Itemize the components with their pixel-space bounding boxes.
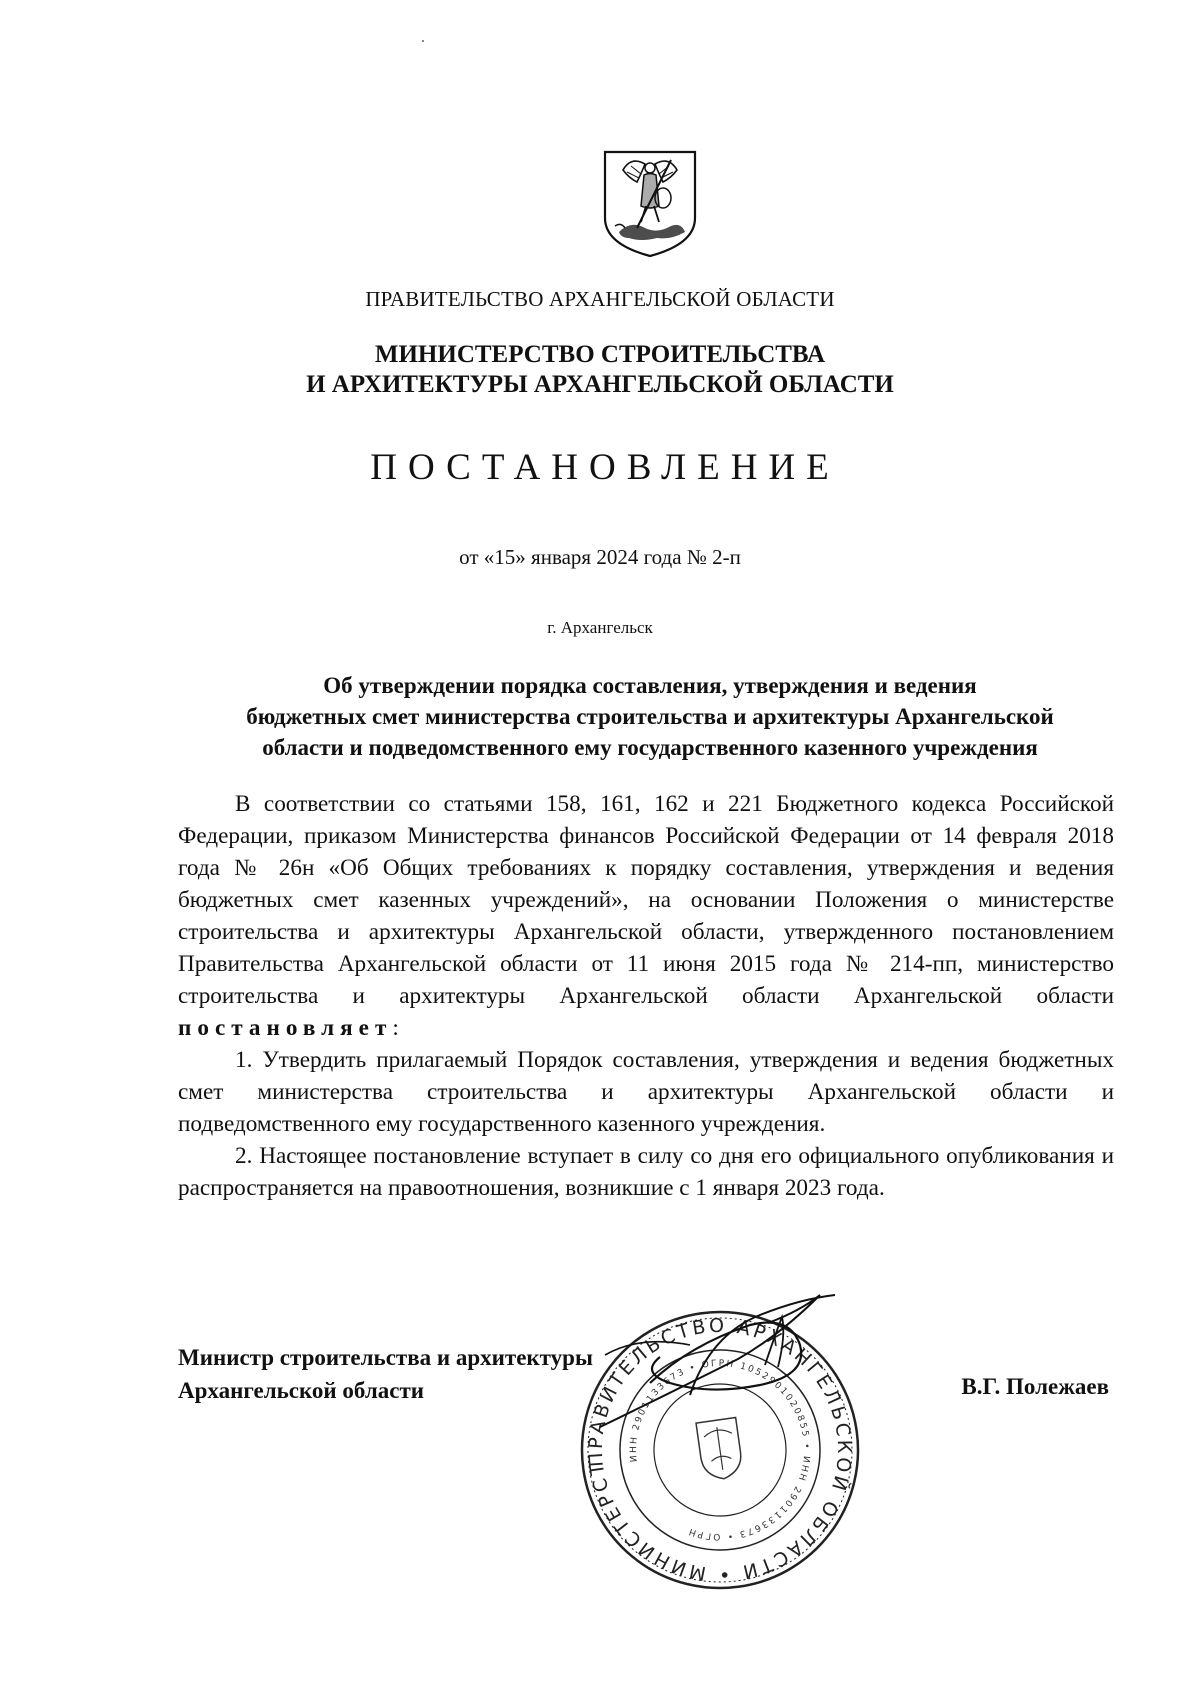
document-title	[170, 670, 1130, 763]
government-name: ПРАВИТЕЛЬСТВО АРХАНГЕЛЬСКОЙ ОБЛАСТИ	[365, 287, 835, 311]
title-line-1: Об утверждении порядка составления, утверждения и ведения	[323, 673, 977, 698]
svg-text:ИНН 2901133673 • ОГРН 10529010: ИНН 2901133673 • ОГРН 1052901020855 • ИНН 2901133673 • ОГРН	[628, 1358, 812, 1542]
document-place: г. Архангельск	[547, 618, 653, 637]
ministry-line-1: МИНИСТЕРСТВО СТРОИТЕЛЬСТВА	[374, 341, 826, 368]
official-seal-stamp	[560, 1275, 895, 1605]
decree-colon: :	[392, 1015, 399, 1041]
document-body	[178, 788, 1114, 1204]
ministry-line-2: И АРХИТЕКТУРЫ АРХАНГЕЛЬСКОЙ ОБЛАСТИ	[306, 371, 894, 398]
ministry-name	[0, 340, 1200, 400]
coat-of-arms-emblem	[601, 148, 699, 260]
document-type-heading: ПОСТАНОВЛЕНИЕ	[370, 447, 840, 488]
preamble-text: В соответствии со статьями 158, 161, 162 и 221 Бюджетного кодекса Российской Федерации, приказом Министерства финансов Российской Федерации от 14 февраля 2018 года № 26н «Об Общих требованиях к порядку составления, утверждения и ведения бюджетных смет казенных учреждений», на основании Положения о министерстве строительства и архитектуры Архангельской области, утвержденного постановлением Правительства Архангельской области от 11 июня 2015 года № 214-пп, министерство строительства и архитектуры Архангельской области Архангельской области	[178, 791, 1114, 1009]
position-line-2: Архангельской области	[178, 1378, 425, 1403]
seal-ring-text: ПРАВИТЕЛЬСТВО АРХАНГЕЛЬСКОЙ ОБЛАСТИ • МИНИСТЕРСТВО	[584, 1314, 856, 1586]
scan-speck	[422, 40, 424, 42]
position-line-1: Министр строительства и архитектуры	[178, 1345, 593, 1370]
item-2-paragraph: 2. Настоящее постановление вступает в силу со дня его официального опубликования и распространяется на правоотношения, возникшие с 1 января 2023 года.	[178, 1143, 1114, 1201]
item-1-paragraph: 1. Утвердить прилагаемый Порядок составления, утверждения и ведения бюджетных смет министерства строительства и архитектуры Архангельской области и подведомственного ему государственного казенного учреждения.	[178, 1047, 1114, 1137]
signature-position	[178, 1341, 593, 1407]
signatory-name: В.Г. Полежаев	[961, 1374, 1109, 1399]
title-line-2: бюджетных смет министерства строительства и архитектуры Архангельской	[246, 704, 1054, 729]
preamble-paragraph	[178, 788, 1114, 1044]
title-line-3: области и подведомственного ему государственного казенного учреждения	[262, 735, 1038, 760]
decree-word: постановляет	[178, 1015, 393, 1041]
svg-text:ПРАВИТЕЛЬСТВО АРХАНГЕЛЬСКОЙ ОБ	[560, 1275, 873, 1605]
document-date-number: от «15» января 2024 года № 2-п	[459, 545, 741, 569]
